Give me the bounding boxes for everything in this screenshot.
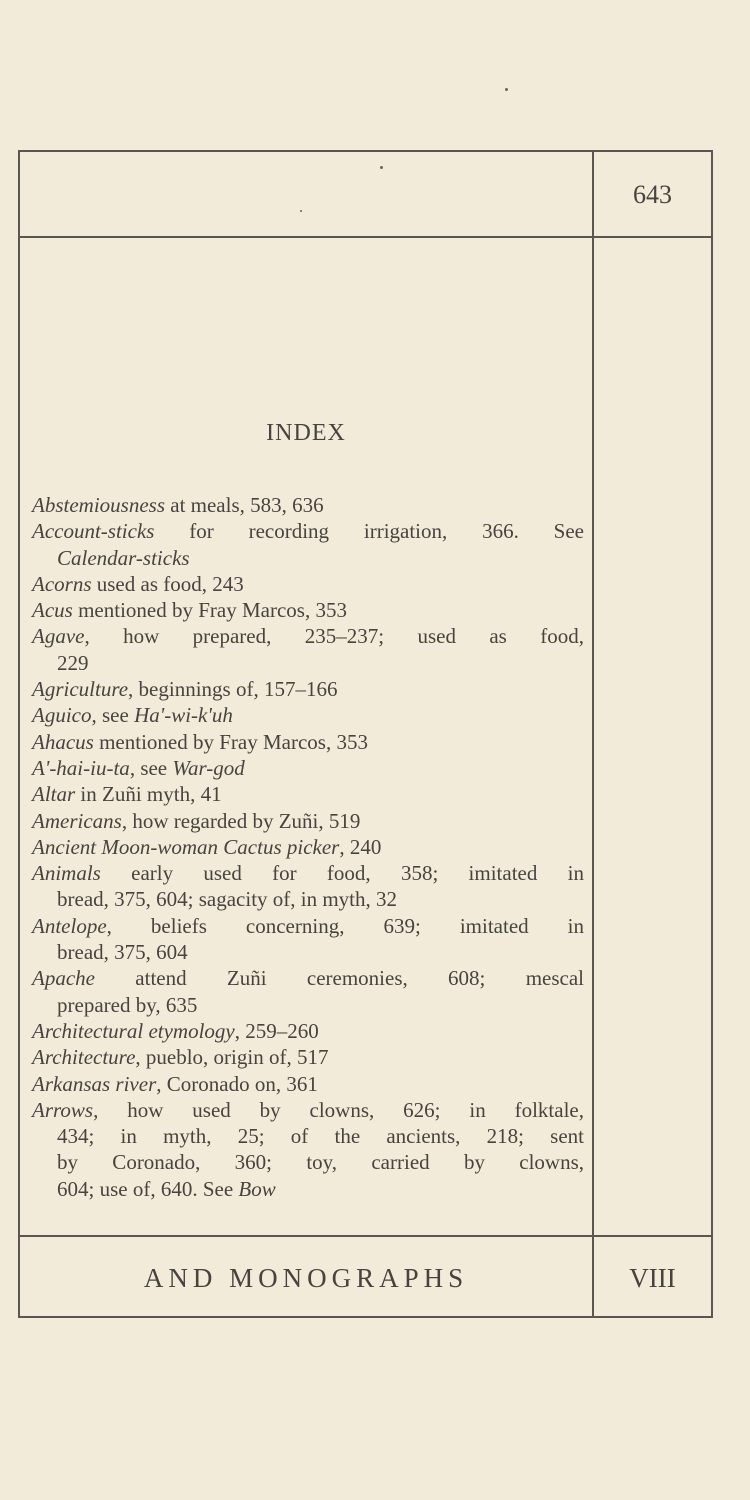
index-term: War-god bbox=[172, 755, 245, 780]
index-entry-line bbox=[32, 992, 584, 1018]
index-term: Architecture bbox=[32, 1045, 136, 1070]
index-term: Architectural etymology bbox=[32, 1018, 235, 1043]
index-entry-line bbox=[32, 492, 584, 518]
index-term: Calendar-sticks bbox=[57, 545, 190, 570]
footer-divider bbox=[20, 1235, 711, 1237]
speck bbox=[380, 166, 383, 169]
index-entry-line bbox=[32, 1176, 584, 1202]
index-text: mentioned by Fray Marcos, 353 bbox=[72, 598, 347, 623]
index-entry bbox=[32, 571, 584, 597]
index-entry-line bbox=[32, 676, 584, 702]
index-list bbox=[32, 492, 584, 1202]
index-entry-line bbox=[32, 1071, 584, 1097]
index-entry bbox=[32, 1097, 584, 1202]
page-number: 643 bbox=[633, 180, 672, 209]
index-text: bread, 375, 604 bbox=[57, 940, 188, 965]
index-entry-line bbox=[32, 623, 584, 649]
index-entry-line bbox=[32, 597, 584, 623]
index-entry-line bbox=[32, 965, 584, 991]
index-term: Ancient Moon-woman Cactus picker bbox=[32, 834, 340, 859]
index-text: , see bbox=[91, 703, 135, 728]
index-term: Acorns bbox=[32, 571, 92, 596]
index-term: Agriculture bbox=[32, 677, 129, 702]
index-entry bbox=[32, 702, 584, 728]
speck bbox=[505, 88, 508, 91]
index-text: 604; use of, 640. See bbox=[57, 1176, 239, 1201]
index-entry-line bbox=[32, 518, 584, 544]
index-text: mentioned by Fray Marcos, 353 bbox=[93, 729, 368, 754]
index-text: by Coronado, 360; toy, carried by clowns, bbox=[57, 1150, 584, 1175]
index-entry-line bbox=[32, 1149, 584, 1175]
index-text: early used for food, 358; imitated in bbox=[100, 861, 584, 886]
index-entry-line bbox=[32, 1097, 584, 1123]
index-term: Apache bbox=[32, 966, 95, 991]
index-text: bread, 375, 604; sagacity of, in myth, 32 bbox=[57, 887, 398, 912]
index-entry bbox=[32, 965, 584, 1018]
index-term: Bow bbox=[238, 1176, 276, 1201]
series-title: AND MONOGRAPHS bbox=[143, 1262, 469, 1293]
index-text: , how used by clowns, 626; in folktale, bbox=[93, 1097, 584, 1122]
index-entry bbox=[32, 729, 584, 755]
index-entry-line bbox=[32, 939, 584, 965]
index-entry bbox=[32, 518, 584, 571]
index-entry-line bbox=[32, 702, 584, 728]
index-text: used as food, 243 bbox=[91, 571, 244, 596]
index-term: Ahacus bbox=[32, 729, 94, 754]
index-entry bbox=[32, 834, 584, 860]
page-title: INDEX bbox=[266, 420, 346, 446]
index-entry-line bbox=[32, 834, 584, 860]
index-text: prepared by, 635 bbox=[57, 992, 198, 1017]
index-text: , how regarded by Zuñi, 519 bbox=[121, 808, 361, 833]
index-entry-line bbox=[32, 650, 584, 676]
index-term: Acus bbox=[32, 598, 73, 623]
index-entry-line bbox=[32, 860, 584, 886]
index-text: , 240 bbox=[339, 834, 382, 859]
index-text: , beginnings of, 157–166 bbox=[128, 677, 338, 702]
index-text: , 259–260 bbox=[234, 1018, 319, 1043]
index-entry bbox=[32, 860, 584, 913]
index-text: , see bbox=[129, 755, 173, 780]
index-entry bbox=[32, 781, 584, 807]
index-term: Agave bbox=[32, 624, 85, 649]
index-entry bbox=[32, 1044, 584, 1070]
index-text: attend Zuñi ceremonies, 608; mescal bbox=[94, 966, 584, 991]
index-text: , beliefs concerning, 639; imitated in bbox=[106, 913, 584, 938]
index-entry bbox=[32, 1071, 584, 1097]
index-entry-line bbox=[32, 729, 584, 755]
index-term: Account-sticks bbox=[32, 519, 155, 544]
index-entry bbox=[32, 1018, 584, 1044]
index-entry-line bbox=[32, 886, 584, 912]
index-term: Americans bbox=[32, 808, 122, 833]
index-text: , pueblo, origin of, 517 bbox=[135, 1045, 329, 1070]
index-entry-line bbox=[32, 913, 584, 939]
volume-number: VIII bbox=[629, 1262, 676, 1293]
index-text: at meals, 583, 636 bbox=[165, 493, 324, 517]
index-text: for recording irrigation, 366. See bbox=[154, 519, 584, 544]
speck bbox=[300, 210, 302, 212]
index-entry-line bbox=[32, 1044, 584, 1070]
index-text: , Coronado on, 361 bbox=[156, 1071, 318, 1096]
index-term: Ha'-wi-k'uh bbox=[134, 703, 233, 728]
column-divider bbox=[592, 152, 594, 1316]
index-term: Arrows bbox=[32, 1097, 94, 1122]
page-frame bbox=[18, 150, 713, 1318]
index-term: Animals bbox=[32, 861, 101, 886]
index-entry bbox=[32, 492, 584, 518]
index-text: , how prepared, 235–237; used as food, bbox=[84, 624, 584, 649]
index-entry bbox=[32, 623, 584, 676]
index-entry-line bbox=[32, 755, 584, 781]
index-entry bbox=[32, 597, 584, 623]
index-entry bbox=[32, 808, 584, 834]
index-entry bbox=[32, 676, 584, 702]
index-term: Abstemiousness bbox=[32, 493, 165, 517]
index-entry bbox=[32, 913, 584, 966]
index-term: Altar bbox=[32, 782, 76, 807]
index-term: Aguico bbox=[32, 703, 92, 728]
index-text: 434; in myth, 25; of the ancients, 218; sent bbox=[57, 1124, 584, 1149]
index-term: Antelope bbox=[32, 913, 107, 938]
index-entry-line bbox=[32, 808, 584, 834]
index-term: A'-hai-iu-ta bbox=[32, 755, 130, 780]
index-term: Arkansas river bbox=[32, 1071, 157, 1096]
index-entry-line bbox=[32, 1018, 584, 1044]
index-text: in Zuñi myth, 41 bbox=[75, 782, 222, 807]
index-entry-line bbox=[32, 545, 584, 571]
index-entry-line bbox=[32, 781, 584, 807]
index-entry-line bbox=[32, 571, 584, 597]
index-entry-line bbox=[32, 1123, 584, 1149]
index-entry bbox=[32, 755, 584, 781]
index-text: 229 bbox=[57, 650, 89, 675]
